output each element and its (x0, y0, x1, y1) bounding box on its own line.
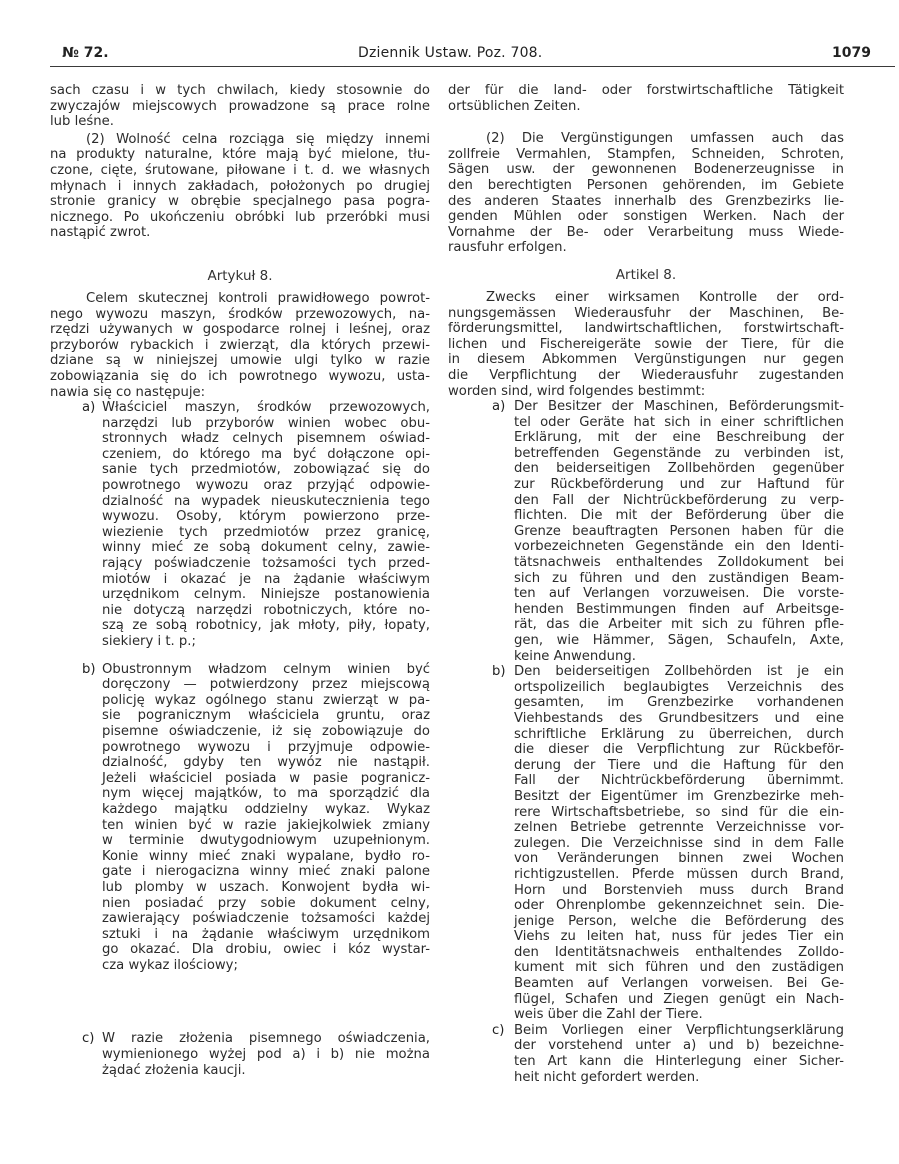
german-column (448, 83, 844, 1085)
text-line: ten winien być w razie jakiejkolwiek zmiany (102, 817, 430, 833)
continuation-paragraph (50, 83, 430, 130)
text-line: Vornahme der Be- oder Verarbeitung muss Wiede- (448, 224, 844, 240)
text-line: förderungsmittel, landwirtschaftlichen, forstwirtschaft- (448, 321, 844, 337)
text-line: powrotnego wywozu i przyjmuje odpowie- (102, 739, 430, 755)
text-line: policję wykaz ogólnego stanu zwierząt w pa- (102, 692, 430, 708)
text-line: zur Rückbeförderung und zur Haftund für (514, 477, 844, 493)
text-line: flichten. Die mit der Beförderung über die (514, 508, 844, 524)
text-line: (2) Wolność celna rozciąga się między innemi (86, 131, 430, 147)
text-line: betreffenden Gegenstände zu verbinden ist, (514, 445, 844, 461)
text-line: Grenze beauftragten Personen haben für die (514, 523, 844, 539)
text-line: W razie złożenia pisemnego oświadczenia, (102, 1031, 430, 1047)
polish-column (50, 83, 430, 1078)
text-line: flügel, Schafen und Ziegen genügt ein Nach- (514, 991, 844, 1007)
text-line: kument mit sich führen und den zustädigen (514, 960, 844, 976)
text-line: przyborów rybackich i zwierząt, dla których przewi- (50, 337, 430, 353)
text-line: nien posiadać przy sobie dokument celny, (102, 895, 430, 911)
text-line: każdego majątku oddzielny wykaz. Wykaz (102, 801, 430, 817)
text-line: szą ze sobą robotnicy, jak młoty, piły, łopaty, (102, 618, 430, 634)
text-line: Der Besitzer der Maschinen, Beförderungsmit- (514, 399, 844, 415)
text-line: miotów i okazać je na żądanie właściwym (102, 571, 430, 587)
text-line: den beiderseitigen Zollbehörden gegenüber (514, 461, 844, 477)
text-line: stronnych władz celnych pisemnem oświad- (102, 431, 430, 447)
text-line: rausfuhr erfolgen. (448, 240, 567, 256)
text-line: lichen und Fischereigeräte sowie der Tiere, für die (448, 336, 844, 352)
text-line: Horn und Borstenvieh muss durch Brand (514, 882, 844, 898)
item-marker: a) (492, 399, 506, 415)
text-line: der für die land- oder forstwirtschaftliche Tätigkeit (448, 83, 844, 98)
header-rule (50, 66, 895, 67)
item-marker: a) (82, 400, 96, 416)
text-line: dzialność na wypadek nieuskutecznienia tego (102, 493, 430, 509)
text-line: des anderen Staates innerhalb des Grenzbezirks lie- (448, 193, 844, 209)
text-line: den berechtigten Personen gehörenden, im Gebiete (448, 177, 844, 193)
text-line: sach czasu i w tych chwilach, kiedy stosownie do (50, 83, 430, 98)
text-line: siekiery i t. p.; (102, 634, 196, 649)
text-line: pisemne oświadczenie, iż się zobowiązuje do (102, 723, 430, 739)
text-line: nastąpić zwrot. (50, 225, 151, 241)
text-line: stronie granicy w obrębie specjalnego pasa pogra- (50, 194, 430, 210)
list-item (448, 399, 844, 664)
text-line: gen, wie Hämmer, Sägen, Schaufeln, Axte, (514, 633, 844, 648)
continuation-paragraph (448, 83, 844, 114)
text-line: Zwecks einer wirksamen Kontrolle der ord- (486, 289, 844, 305)
text-line: dziane są w niniejszej umowie ulgi tylko w razie (50, 353, 430, 369)
item-body (448, 1023, 844, 1085)
item-marker: b) (82, 661, 96, 677)
text-line: jenige Person, welche die Beförderung des (514, 913, 844, 929)
text-line: tel oder Geräte hat sich in einer schriftlichen (514, 414, 844, 430)
text-line: richtigzustellen. Pferde müssen durch Brand, (514, 866, 844, 882)
text-line: urzędnikom celnym. Niniejsze postanowienia (102, 587, 430, 603)
text-line: gate i nierogacizna winny mieć znaki palone (102, 864, 430, 880)
text-line: Den beiderseitigen Zollbehörden ist je ein (514, 664, 844, 680)
text-line: rający poświadczenie tożsamości tych przed- (102, 556, 430, 572)
text-line: weis über die Zahl der Tiere. (514, 1007, 703, 1023)
text-line: genden Mühlen oder sonstigen Werken. Nach der (448, 209, 844, 225)
text-line: zawierający poświadczenie tożsamości każdej (102, 911, 430, 927)
items-list (50, 400, 430, 1078)
text-line: Celem skutecznej kontroli prawidłowego powrot- (86, 290, 430, 306)
text-line: heit nicht gefordert werden. (514, 1069, 700, 1085)
list-item (50, 400, 430, 650)
article-intro (448, 290, 844, 399)
text-line: nym więcej majątków, to ma sporządzić dla (102, 786, 430, 802)
text-line: nego wywozu maszyn, środków przewozowych, na- (50, 306, 430, 322)
text-line: rzędzi używanych w gospodarce rolnej i leśnej, oraz (50, 322, 430, 338)
text-line: czeniem, do którego ma być dołączone opi- (102, 446, 430, 462)
text-line: ten Art kann die Hinterlegung einer Sicher- (514, 1054, 844, 1070)
text-line: ortspolizeilich beglaubigtes Verzeichnis des (514, 679, 844, 695)
text-line: in diesem Abkommen Vergünstigungen nur gegen (448, 352, 844, 368)
text-line: Konie winny mieć znaki wypalane, bydło ro- (102, 848, 430, 864)
text-line: Jeżeli właściciel posiada w pasie pogranicz- (102, 770, 430, 786)
page-number: 1079 (832, 45, 871, 61)
text-line: winny mieć ze sobą dokument celny, zawie- (102, 540, 430, 556)
item-body (50, 662, 430, 974)
text-line: lub plomby w uszach. Konwojent bydła wi- (102, 879, 430, 895)
text-line: nicznego. Po ukończeniu obróbki lub przeróbki musi (50, 209, 430, 225)
paragraph-2 (448, 131, 844, 256)
issue-number: № 72. (62, 45, 109, 61)
text-line: narzędzi lub przyborów winien wobec obu- (102, 415, 430, 431)
article-heading: Artykuł 8. (207, 267, 273, 284)
article-heading: Artikel 8. (615, 266, 677, 283)
text-line: w terminie dwutygodniowym uzupełnionym. (102, 833, 430, 849)
text-line: von Veränderungen binnen zwei Wochen (514, 851, 844, 867)
text-line: ortsüblichen Zeiten. (448, 98, 581, 114)
text-line: wywozu. Osoby, którym powierzono prze- (102, 509, 430, 525)
journal-title: Dziennik Ustaw. Poz. 708. (358, 45, 543, 61)
text-line: Beim Vorliegen einer Verpflichtungserklärung (514, 1022, 844, 1038)
text-line: rere Wirtschaftsbetriebe, so sind für die ein- (514, 804, 844, 820)
item-marker: b) (492, 664, 506, 680)
text-line: worden sind, wird folgendes bestimmt: (448, 383, 706, 399)
text-line: (2) Die Vergünstigungen umfassen auch das (486, 131, 844, 147)
text-line: die dieser die Verpflichtung zur Rückbeför- (514, 742, 844, 758)
text-line: sanie tych przedmiotów, zobowiązać się do (102, 462, 430, 478)
text-line: schriftliche Erklärung zu überreichen, durch (514, 726, 844, 742)
text-line: zelnen Betriebe getrennte Verzeichnisse vor- (514, 820, 844, 836)
text-line: sich zu führen und den zuständigen Beam- (514, 570, 844, 586)
text-line: zobowiązania się do ich powrotnego wywozu, usta- (50, 368, 430, 384)
text-line: sztuki i na żądanie właściwym urzędnikom (102, 926, 430, 942)
text-line: Erklärung, mit der eine Beschreibung der (514, 430, 844, 446)
text-line: lub leśne. (50, 114, 114, 130)
text-line: zollfreie Vermahlen, Stampfen, Schneiden, Schroten, (448, 146, 844, 162)
text-line: Właściciel maszyn, środków przewozowych, (102, 400, 430, 416)
text-line: nie dotyczą narzędzi robotniczych, które no- (102, 602, 430, 618)
text-line: wiezienie tych przedmiotów przez granicę, (102, 524, 430, 540)
text-line: gesamten, im Grenzbezirke vorhandenen (514, 695, 844, 711)
text-line: cza wykaz ilościowy; (102, 957, 238, 973)
text-line: sie pogranicznym właściciela gruntu, oraz (102, 708, 430, 724)
text-line: dzialność, gdyby ten wywóz nie nastąpił. (102, 755, 430, 771)
text-line: Obustronnym władzom celnym winien być (102, 661, 430, 677)
text-line: żądać złożenia kaucji. (102, 1062, 246, 1078)
item-body (448, 399, 844, 664)
text-line: henden Bestimmungen finden auf Arbeitsge- (514, 601, 844, 617)
text-line: go okazać. Dla drobiu, owiec i kóz wystar- (102, 942, 430, 958)
text-line: rät, das die Arbeiter mit sich zu führen pfle- (514, 617, 844, 633)
text-line: nungsgemässen Wiederausfuhr der Maschinen, Be- (448, 305, 844, 321)
text-line: ten auf Verlangen vorzuweisen. Die vorste- (514, 586, 844, 602)
text-line: oder Ohrenplombe gekennzeichnet sein. Die- (514, 898, 844, 914)
text-line: nawia się co następuje: (50, 384, 206, 400)
item-body (50, 1031, 430, 1078)
text-line: tätsnachweis enthaltendes Zolldokument bei (514, 555, 844, 571)
item-marker: c) (492, 1022, 505, 1038)
page-header (62, 45, 899, 65)
text-line: czone, cięte, śrutowane, piłowane i t. d. we własnych (50, 162, 430, 178)
item-body (50, 400, 430, 650)
text-line: Viehs zu leiten hat, nuss für jedes Tier ein (514, 929, 844, 945)
text-line: vorbezeichneten Gegenstände ein den Identi- (514, 539, 844, 555)
text-line: den Fall der Nichtrückbeförderung zu verp- (514, 492, 844, 508)
text-line: młynach i innych zakładach, położonych po drugiej (50, 178, 430, 194)
article-intro (50, 291, 430, 400)
text-line: Sägen usw. der gewonnenen Bodenerzeugnisse in (448, 162, 844, 178)
text-line: Fall der Nichtrückbeförderung übernimmt. (514, 773, 844, 789)
item-marker: c) (82, 1031, 95, 1047)
text-line: der vorstehend unter a) und b) bezeichne- (514, 1038, 844, 1054)
text-line: powrotnego wywozu oraz przyjąć odpowie- (102, 478, 430, 494)
items-list (448, 399, 844, 1085)
text-line: Besitzt der Eigentümer im Grenzbezirke meh- (514, 788, 844, 804)
text-line: keine Anwendung. (514, 648, 636, 664)
text-line: die Verpflichtung der Wiederausfuhr zugestanden (448, 367, 844, 383)
list-item (448, 1023, 844, 1085)
text-line: Viehbestands des Grundbesitzers und eine (514, 710, 844, 726)
list-item (448, 664, 844, 1023)
paragraph-2 (50, 132, 430, 241)
text-line: derung der Tiere und die Haftung für den (514, 757, 844, 773)
text-line: zwyczajów miejscowych prowadzone są prace rolne (50, 98, 430, 114)
item-body (448, 664, 844, 1023)
text-line: den Identitätsnachweis enthaltendes Zolldo- (514, 944, 844, 960)
text-line: na produkty naturalne, które mają być mielone, tłu- (50, 147, 430, 163)
text-line: doręczony — potwierdzony przez miejscową (102, 677, 430, 693)
text-line: zulegen. Die Verzeichnisse sind in dem Falle (514, 835, 844, 851)
list-item (50, 662, 430, 974)
text-line: wymienionego wyżej pod a) i b) nie można (102, 1047, 430, 1063)
list-item (50, 1031, 430, 1078)
text-line: Beamten auf Verlangen vorweisen. Bei Ge- (514, 976, 844, 992)
